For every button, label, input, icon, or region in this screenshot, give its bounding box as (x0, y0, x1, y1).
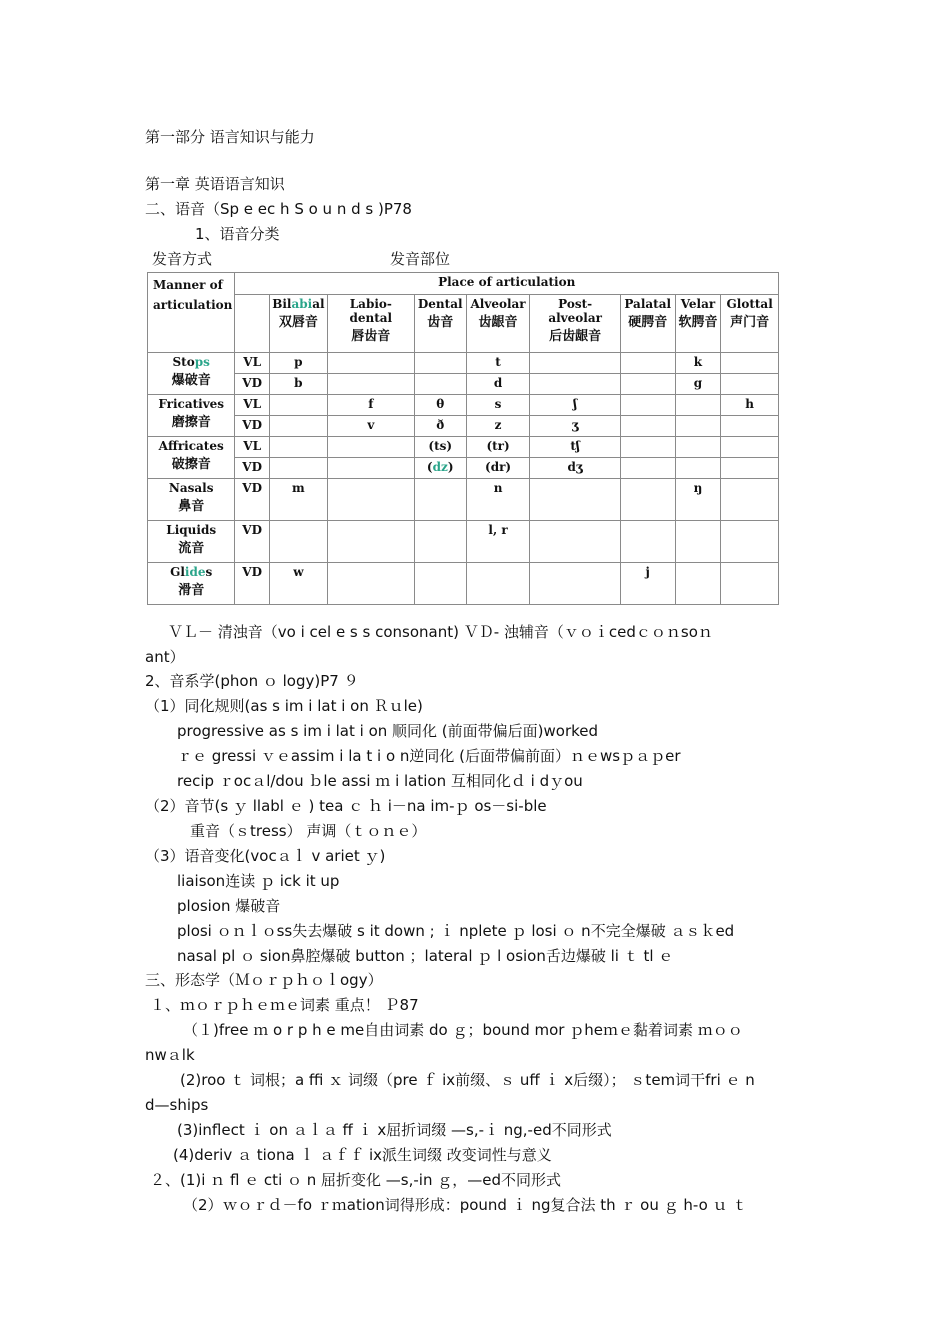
manner-en (150, 355, 232, 369)
table-row (148, 374, 779, 395)
table-row (148, 395, 779, 416)
manner-en (150, 481, 232, 495)
manner-en-a: Sto (172, 355, 195, 369)
stress-line: 重音（ｓtress） 声调（ｔｏｎｅ） (190, 822, 427, 840)
phoneme-cell: b (269, 374, 327, 395)
phoneme-cell (269, 437, 327, 458)
place-en-a: Post-alveolar (548, 297, 602, 325)
place-col-6 (675, 295, 721, 353)
plosion-loss-line: plosi ｏｎｌｏss失去爆破 s it down ; ｉ nplete ｐ losi ｏ n不完全爆破 ａｓｋed (177, 922, 735, 940)
phoneme-highlight: dz (432, 460, 448, 474)
root-affix-line: (2)roo ｔ 词根；a ffi ｘ 词缀（pre ｆ ix前缀、ｓ uff ｉ x后缀）； ｓtem词干fri ｅ n (180, 1071, 755, 1089)
voice-cell: VD (235, 458, 269, 479)
manner-en-a: Liquids (166, 523, 217, 537)
word-formation-line: （2）ｗｏｒｄ－fo ｒｍation词得形成：pound ｉ ng复合法 th ｒ ou ｇ h-o ｕ ｔ (183, 1196, 748, 1214)
manner-cell (148, 437, 235, 479)
phoneme-cell (675, 563, 721, 605)
regressive-line: ｒｅ gressi ｖｅassim i la t i o n逆同化 (后面带偏前面）ｎｅwsｐａｐer (177, 747, 681, 765)
phoneme-cell: d (466, 374, 530, 395)
phoneme-cell: t (466, 353, 530, 374)
phoneme-cell (414, 563, 466, 605)
voice-cell: VD (235, 416, 269, 437)
phonology-heading: 2、音系学(phon ｏ logy)P7 ９ (145, 672, 359, 690)
phoneme-cell: g (675, 374, 721, 395)
phoneme-cell (620, 458, 675, 479)
place-cn: 唇齿音 (351, 329, 391, 344)
phoneme-cell: (dr) (466, 458, 530, 479)
phoneme-cell: dʒ (530, 458, 620, 479)
place-en-highlight: abi (291, 297, 313, 311)
phoneme-cell (721, 353, 779, 374)
phoneme-cell (327, 521, 414, 563)
chapter-title: 第一章 英语语言知识 (145, 175, 285, 193)
manner-cn: 鼻音 (178, 499, 205, 514)
place-header-cell: Place of articulation (235, 273, 779, 295)
inflectional-affix-line: (3)inflect ｉ on ａｌａ ff ｉ x屈折词缀 —s,-ｉ ng,-ed不同形式 (177, 1121, 612, 1139)
table-row (148, 458, 779, 479)
place-en-a: Glottal (726, 297, 773, 311)
place-en-a: Al (470, 297, 485, 311)
manner-label: 发音方式 (152, 250, 213, 268)
place-col-7 (721, 295, 779, 353)
phoneme-cell (620, 479, 675, 521)
phoneme-cell (721, 437, 779, 458)
assimilation-heading: （1）同化规则(as s im i lat i on Ｒｕle) (145, 697, 423, 715)
derivational-affix-line: (4)deriv ａ tiona ｌ ａｆｆ ix派生词缀 改变词性与意义 (173, 1146, 552, 1164)
phoneme-cell: n (466, 479, 530, 521)
voice-cell: VL (235, 395, 269, 416)
free-morpheme-line-wrap: nwａlk (145, 1046, 195, 1064)
phoneme-cell: l, r (466, 521, 530, 563)
table-row (148, 479, 779, 521)
vocal-variety-heading: （3）语音变化(vocａｌ v ariet ｙ) (145, 847, 386, 865)
voice-cell: VL (235, 353, 269, 374)
phoneme-cell (327, 374, 414, 395)
manner-cn: 流音 (178, 541, 205, 556)
phoneme-cell: ŋ (675, 479, 721, 521)
phoneme-cell (269, 395, 327, 416)
phoneme-cell (675, 395, 721, 416)
phoneme-cell: ʒ (530, 416, 620, 437)
voice-legend-line-wrap: ant） (145, 648, 185, 666)
phoneme-cell (414, 521, 466, 563)
manner-cn: 滑音 (178, 583, 205, 598)
plosion-line: plosion 爆破音 (177, 897, 281, 915)
place-en (723, 297, 776, 311)
place-en-b: veolar (484, 297, 526, 311)
manner-header-text: articulation (153, 298, 233, 312)
phoneme-cell (675, 437, 721, 458)
voice-cell: VL (235, 437, 269, 458)
table-row (148, 521, 779, 563)
phoneme-cell: k (675, 353, 721, 374)
nasal-plosion-line: nasal pl ｏ sion鼻腔爆破 button ；lateral ｐ l osion舌边爆破 li ｔ tl ｅ (177, 947, 674, 965)
phoneme-cell (721, 374, 779, 395)
manner-cell (148, 521, 235, 563)
place-en-a: Velar (680, 297, 716, 311)
place-cn: 软腭音 (678, 315, 718, 330)
manner-cn: 磨擦音 (171, 415, 211, 430)
phoneme-cell (269, 416, 327, 437)
root-affix-line-wrap: d—ships (145, 1096, 209, 1114)
place-cn: 双唇音 (278, 315, 318, 330)
phoneme-cell (269, 458, 327, 479)
phoneme-cell (721, 563, 779, 605)
place-col-3 (466, 295, 530, 353)
manner-en (150, 565, 232, 579)
phoneme-cell (530, 563, 620, 605)
manner-cn: 破擦音 (171, 457, 211, 472)
phoneme-cell (620, 416, 675, 437)
table-row (148, 563, 779, 605)
part-title: 第一部分 语言知识与能力 (145, 128, 315, 146)
phoneme-cell (721, 416, 779, 437)
place-en (469, 297, 528, 311)
morphology-heading: 三、形态学（Ｍｏｒｐｈｏｌogy） (145, 971, 383, 989)
place-en-a: Dental (417, 297, 463, 311)
phoneme-cell: w (269, 563, 327, 605)
table-row (148, 416, 779, 437)
progressive-line: progressive as s im i lat i on 顺同化 (前面带偏后面)worked (177, 722, 599, 740)
phoneme-cell (721, 521, 779, 563)
place-en (678, 297, 719, 311)
table-row (148, 437, 779, 458)
phoneme-cell (327, 437, 414, 458)
phoneme-cell: p (269, 353, 327, 374)
section-phonetics-title: 二、语音（Sp e ec h S o u n d s )P78 (145, 200, 412, 218)
phoneme-cell: v (327, 416, 414, 437)
place-en (532, 297, 617, 325)
place-col-5 (620, 295, 675, 353)
phoneme-cell (620, 521, 675, 563)
place-col-4 (530, 295, 620, 353)
place-col-2 (414, 295, 466, 353)
phoneme-cell (327, 563, 414, 605)
syllable-heading: （2）音节(s ｙ llabl ｅ ) tea ｃ ｈ i－na im-ｐ os－si-ble (145, 797, 547, 815)
header-row-1 (148, 273, 779, 295)
voice-cell: VD (235, 521, 269, 563)
phoneme-cell (721, 458, 779, 479)
manner-en-highlight: ps (194, 355, 210, 369)
manner-en-a: Nasals (168, 481, 214, 495)
phoneme-cell (620, 395, 675, 416)
manner-en-a: Gl (170, 565, 185, 579)
manner-cell (148, 395, 235, 437)
place-en-b: al (312, 297, 325, 311)
manner-header-text: Manner of (153, 278, 223, 292)
phoneme-cell (327, 458, 414, 479)
place-col-1 (327, 295, 414, 353)
phoneme-cell: θ (414, 395, 466, 416)
phoneme-cell (530, 521, 620, 563)
place-en-a: Palatal (624, 297, 672, 311)
phoneme-cell (620, 437, 675, 458)
place-en-a: Labio-dental (349, 297, 393, 325)
morpheme-line: １、ｍｏｒｐｈｅｍｅ词素 重点！ Ｐ87 (150, 996, 419, 1014)
reciprocal-line: recip ｒocａl/dou ｂle assi ｍ i lation 互相同化ｄ i dｙou (177, 772, 583, 790)
table-row (148, 353, 779, 374)
place-en (330, 297, 412, 325)
place-cn: 齿音 (427, 315, 454, 330)
header-row-2 (148, 295, 779, 353)
voice-legend-line: ＶＬ－ 清浊音（vo i cel e s s consonant) ＶＤ- 浊辅音（ｖｏｉcedｃｏｎsoｎ (168, 623, 713, 641)
phoneme-cell: f (327, 395, 414, 416)
phoneme-cell (675, 521, 721, 563)
place-cn: 齿龈音 (478, 315, 518, 330)
place-en (417, 297, 464, 311)
place-en (623, 297, 673, 311)
manner-en-highlight: ide (184, 565, 206, 579)
liaison-line: liaison连读 ｐ ick it up (177, 872, 340, 890)
manner-en-a: Fricatives (158, 397, 225, 411)
place-col-0 (269, 295, 327, 353)
manner-cn: 爆破音 (171, 373, 211, 388)
phoneme-cell (327, 479, 414, 521)
voice-header-blank (235, 295, 269, 353)
inflection-line: ２、(1)i ｎ fl ｅ cti ｏ n 屈折变化 —s,-in ｇ，—ed不同形式 (150, 1171, 562, 1189)
phoneme-cell: (ts) (414, 437, 466, 458)
consonant-chart-table (147, 272, 779, 605)
phoneme-cell: m (269, 479, 327, 521)
phoneme-cell: ʃ (530, 395, 620, 416)
manner-en (150, 397, 232, 411)
phoneme-cell (530, 353, 620, 374)
manner-cell (148, 479, 235, 521)
phoneme-cell (721, 479, 779, 521)
phoneme-cell (414, 374, 466, 395)
phoneme-cell (414, 479, 466, 521)
phoneme-cell (269, 521, 327, 563)
voice-cell: VD (235, 479, 269, 521)
manner-cell (148, 563, 235, 605)
manner-header-cell (148, 273, 235, 353)
phoneme-cell: (tr) (466, 437, 530, 458)
phoneme-cell (675, 458, 721, 479)
place-cn: 后齿龈音 (549, 329, 602, 344)
manner-en-b: s (205, 565, 213, 579)
place-cn: 声门音 (730, 315, 770, 330)
place-cn: 硬腭音 (628, 315, 668, 330)
phoneme-cell: j (620, 563, 675, 605)
phoneme-cell: ð (414, 416, 466, 437)
phoneme-cell (530, 479, 620, 521)
place-en-a: Bil (272, 297, 292, 311)
phoneme-cell: z (466, 416, 530, 437)
phoneme-cell: (dz) (414, 458, 466, 479)
phoneme-cell (675, 416, 721, 437)
manner-cell (148, 353, 235, 395)
place-label: 发音部位 (390, 250, 451, 268)
phoneme-cell (620, 353, 675, 374)
phoneme-cell: s (466, 395, 530, 416)
voice-cell: VD (235, 563, 269, 605)
phoneme-cell (466, 563, 530, 605)
manner-en (150, 439, 232, 453)
free-morpheme-line: （１)free ｍ o r p h e me自由词素 do ｇ；bound mor ｐheｍｅ黏着词素 ｍｏｏ (183, 1021, 743, 1039)
classification-heading: 1、语音分类 (195, 225, 280, 243)
phoneme-cell: tʃ (530, 437, 620, 458)
phoneme-cell (414, 353, 466, 374)
phoneme-cell (327, 353, 414, 374)
phoneme-cell: h (721, 395, 779, 416)
voice-cell: VD (235, 374, 269, 395)
phoneme-cell (620, 374, 675, 395)
manner-en (150, 523, 232, 537)
manner-en-a: Affricates (158, 439, 224, 453)
phoneme-cell (530, 374, 620, 395)
place-en (272, 297, 325, 311)
